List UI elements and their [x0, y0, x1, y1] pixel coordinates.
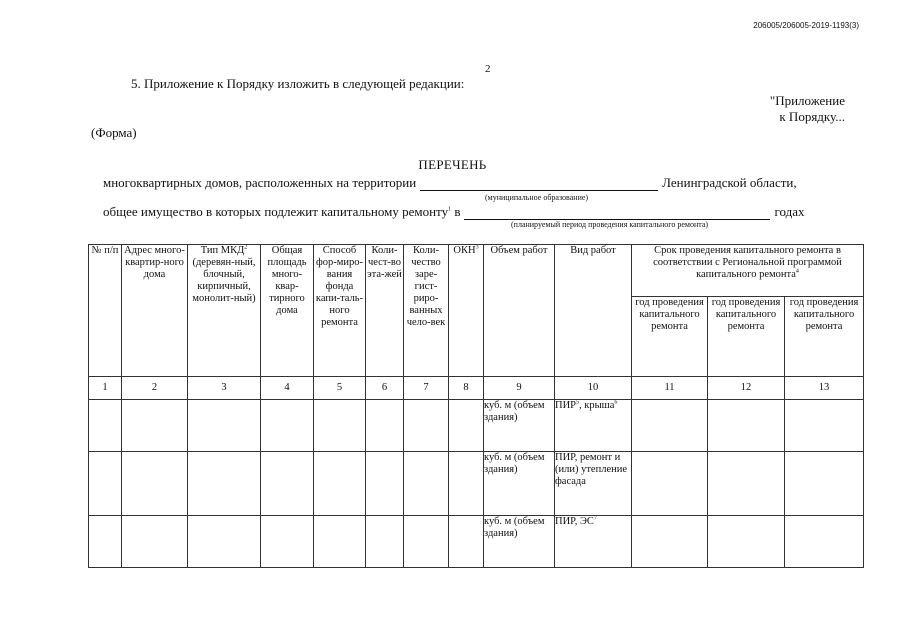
- table-cell: [122, 452, 188, 516]
- table-cell: [449, 516, 484, 568]
- table-cell: [632, 400, 708, 452]
- header-volume: Объем работ: [484, 245, 555, 377]
- table-cell: [89, 452, 122, 516]
- column-number: 10: [555, 377, 632, 400]
- territory-line-start: многоквартирных домов, расположенных на территории: [103, 175, 417, 190]
- page-title: ПЕРЕЧЕНЬ: [418, 157, 487, 172]
- header-year-2: год проведения капитального ремонта: [708, 297, 785, 377]
- table-cell: [449, 452, 484, 516]
- appendix-reference: к Порядку...: [779, 109, 845, 124]
- footnote-ref: 3: [475, 244, 479, 251]
- municipality-hint: (муниципальное образование): [485, 193, 589, 202]
- table-cell: [314, 400, 366, 452]
- header-building-type-label: Тип МКД: [200, 245, 245, 256]
- header-area: Общая площадь много-квар-тирного дома: [261, 245, 314, 377]
- header-number: № п/п: [89, 245, 122, 377]
- table-cell: [188, 452, 261, 516]
- column-number: 12: [708, 377, 785, 400]
- table-cell: [314, 452, 366, 516]
- header-work-type: Вид работ: [555, 245, 632, 377]
- column-number: 13: [785, 377, 864, 400]
- territory-line: [103, 175, 797, 191]
- column-number: 2: [122, 377, 188, 400]
- table-cell: [366, 452, 404, 516]
- column-number: 8: [449, 377, 484, 400]
- table-cell: [188, 400, 261, 452]
- document-id: 206005/206005-2019-1193(3): [753, 21, 859, 30]
- column-number: 4: [261, 377, 314, 400]
- period-line: [103, 204, 805, 220]
- volume-cell: куб. м (объем здания): [484, 516, 555, 568]
- header-okn-label: ОКН: [453, 245, 476, 256]
- column-number: 5: [314, 377, 366, 400]
- period-line-end: годах: [774, 204, 805, 219]
- table-row: [89, 400, 864, 452]
- table-cell: [261, 400, 314, 452]
- header-building-type: [188, 245, 261, 377]
- table-cell: [632, 452, 708, 516]
- table-cell: [449, 400, 484, 452]
- header-fund-method: Способ фор-миро-вания фонда капи-таль-ного ремонта: [314, 245, 366, 377]
- territory-line-end: Ленинградской области,: [662, 175, 797, 190]
- table-cell: [785, 400, 864, 452]
- header-address: Адрес много-квартир-ного дома: [122, 245, 188, 377]
- header-deadline-group: [632, 245, 864, 297]
- footnote-ref: 5: [576, 399, 580, 406]
- table-cell: [314, 516, 366, 568]
- work-type-text: , крыша: [579, 400, 615, 411]
- period-line-start: общее имущество в которых подлежит капитальному ремонту: [103, 204, 449, 219]
- period-hint: (планируемый период проведения капитального ремонта): [511, 220, 709, 229]
- table-cell: [366, 400, 404, 452]
- intro-text: 5. Приложение к Порядку изложить в следующей редакции:: [131, 76, 465, 91]
- column-number: 1: [89, 377, 122, 400]
- header-building-type-options: (деревян-ный, блочный, кирпичный, монолит-ный): [192, 257, 256, 305]
- table-cell: [632, 516, 708, 568]
- column-number: 9: [484, 377, 555, 400]
- work-type-cell: [555, 516, 632, 568]
- work-type-cell: ПИР, ремонт и (или) утепление фасада: [555, 452, 632, 516]
- table-cell: [404, 400, 449, 452]
- table-cell: [708, 400, 785, 452]
- header-floors: Коли-чест-во эта-жей: [366, 245, 404, 377]
- column-number: 6: [366, 377, 404, 400]
- footnote-ref: 1: [448, 206, 452, 213]
- table-cell: [122, 516, 188, 568]
- table-cell: [188, 516, 261, 568]
- work-type-text: ПИР, ЭС: [555, 516, 594, 527]
- table-cell: [404, 516, 449, 568]
- header-okn: [449, 245, 484, 377]
- table-cell: [89, 516, 122, 568]
- appendix-label: "Приложение: [769, 93, 845, 108]
- page-number: 2: [485, 63, 491, 75]
- period-blank: [464, 206, 770, 220]
- volume-cell: куб. м (объем здания): [484, 452, 555, 516]
- period-line-mid: в: [454, 204, 461, 219]
- table-cell: [261, 516, 314, 568]
- header-year-1: год проведения капитального ремонта: [632, 297, 708, 377]
- table-cell: [785, 516, 864, 568]
- column-number-row: [89, 377, 864, 400]
- volume-cell: куб. м (объем здания): [484, 400, 555, 452]
- column-number: 11: [632, 377, 708, 400]
- table-cell: [708, 516, 785, 568]
- form-label: (Форма): [91, 125, 137, 140]
- table-cell: [404, 452, 449, 516]
- work-type-cell: [555, 400, 632, 452]
- table-row: [89, 452, 864, 516]
- table-cell: [122, 400, 188, 452]
- header-deadline-group-label: Срок проведения капитального ремонта в соответствии с Региональной программой капитального ремонта: [653, 245, 842, 281]
- column-number: 7: [404, 377, 449, 400]
- table-cell: [366, 516, 404, 568]
- column-number: 3: [188, 377, 261, 400]
- table-cell: [708, 452, 785, 516]
- footnote-ref: 4: [795, 268, 799, 275]
- municipality-blank: [420, 177, 658, 191]
- houses-table: [88, 244, 864, 568]
- table-row: [89, 516, 864, 568]
- header-year-3: год проведения капитального ремонта: [785, 297, 864, 377]
- footnote-ref: 7: [593, 515, 597, 522]
- table-cell: [89, 400, 122, 452]
- table-cell: [785, 452, 864, 516]
- footnote-ref: 6: [614, 399, 618, 406]
- work-type-text: ПИР: [555, 400, 577, 411]
- header-residents: Коли-чество заре-гист-риро-ванных чело-век: [404, 245, 449, 377]
- footnote-ref: 2: [244, 244, 248, 251]
- table-cell: [261, 452, 314, 516]
